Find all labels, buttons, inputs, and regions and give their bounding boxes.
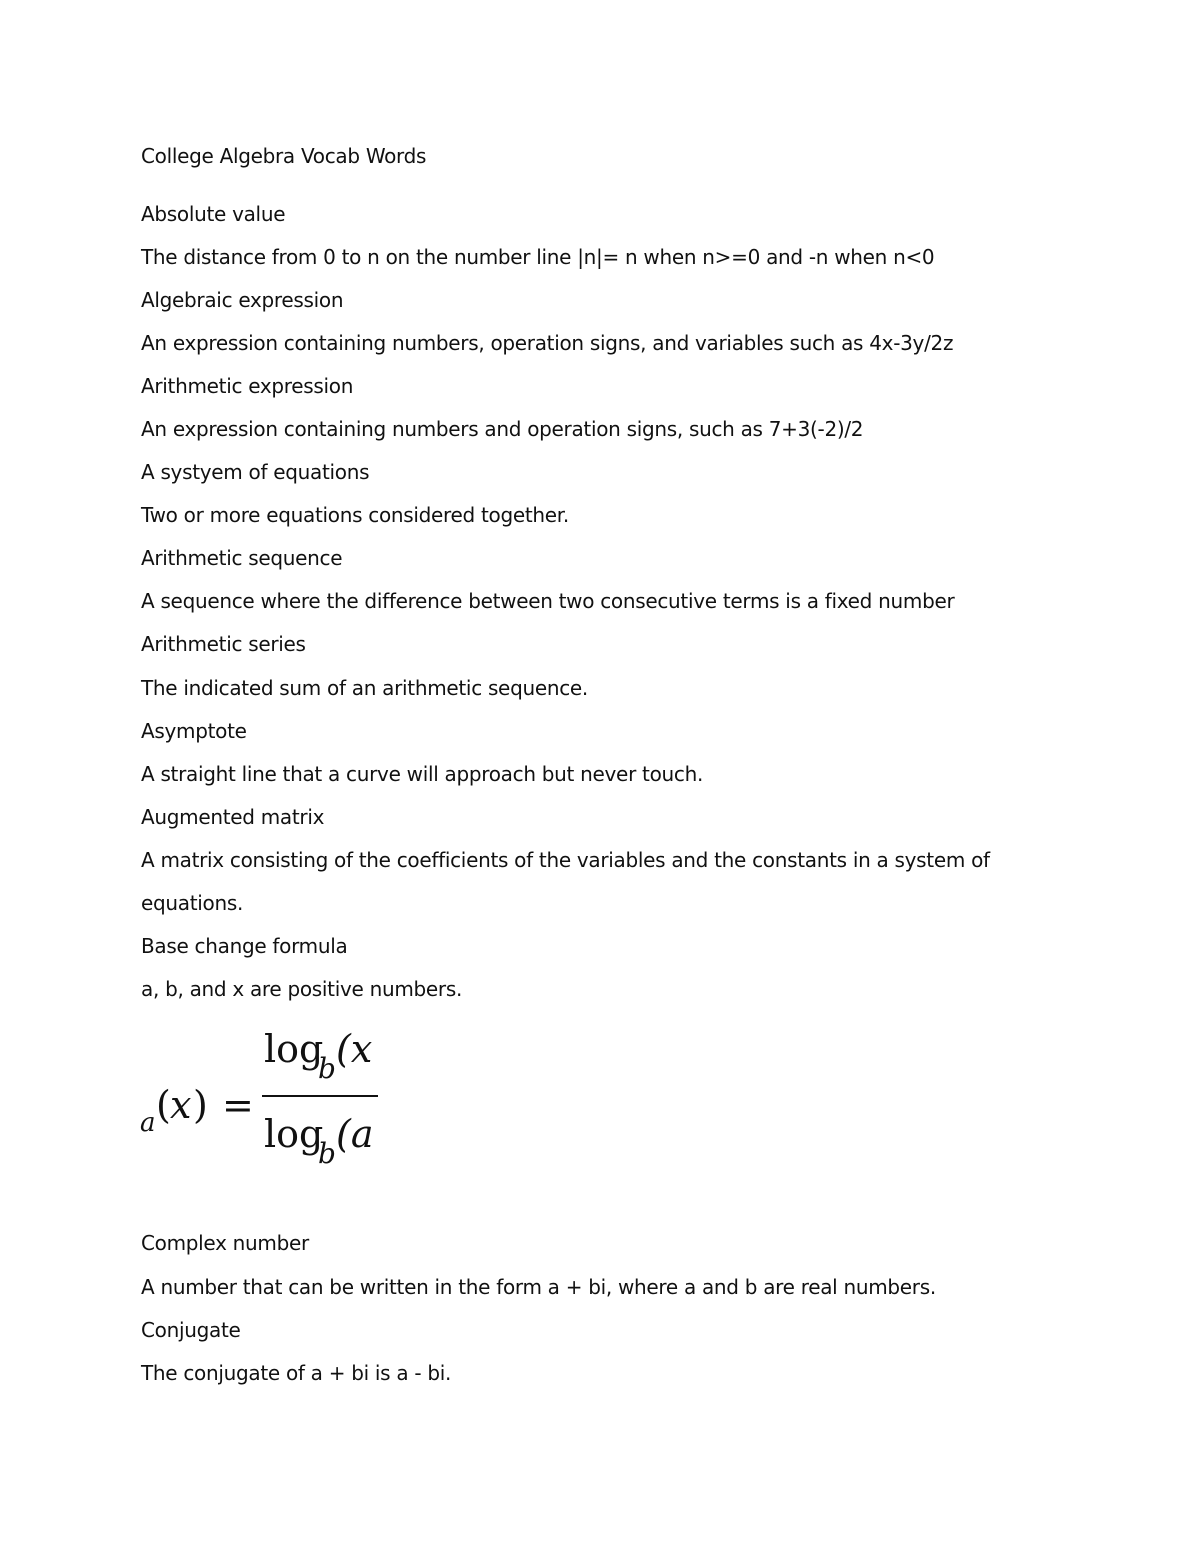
term-conjugate: Conjugate <box>141 1318 241 1342</box>
definition-arithmetic-series: The indicated sum of an arithmetic sequence. <box>141 676 588 700</box>
formula-numerator-base: b <box>318 1052 336 1085</box>
definition-augmented-matrix-line1: A matrix consisting of the coefficients of the variables and the constants in a system of <box>141 848 990 872</box>
definition-algebraic-expression: An expression containing numbers, operation signs, and variables such as 4x-3y/2z <box>141 331 954 355</box>
formula-numerator-log: log <box>264 1027 324 1071</box>
term-base-change-formula: Base change formula <box>141 934 348 958</box>
term-augmented-matrix: Augmented matrix <box>141 805 325 829</box>
document-title: College Algebra Vocab Words <box>141 144 427 168</box>
formula-denominator-base: b <box>318 1137 336 1170</box>
definition-augmented-matrix-line2: equations. <box>141 891 244 915</box>
formula-lhs-variable: x <box>170 1083 192 1127</box>
term-absolute-value: Absolute value <box>141 202 286 226</box>
term-complex-number: Complex number <box>141 1231 309 1255</box>
term-arithmetic-sequence: Arithmetic sequence <box>141 546 343 570</box>
definition-base-change-formula: a, b, and x are positive numbers. <box>141 977 462 1001</box>
formula-lhs-open-paren: ( <box>156 1083 171 1127</box>
formula-numerator-argument: (x <box>336 1027 373 1071</box>
term-algebraic-expression: Algebraic expression <box>141 288 344 312</box>
definition-complex-number: A number that can be written in the form a + bi, where a and b are real numbers. <box>141 1275 936 1299</box>
term-system-of-equations: A systyem of equations <box>141 460 370 484</box>
formula-lhs-close-paren: ) <box>193 1083 208 1127</box>
formula-denominator-log: log <box>264 1112 324 1156</box>
definition-arithmetic-sequence: A sequence where the difference between two consecutive terms is a fixed number <box>141 589 955 613</box>
definition-asymptote: A straight line that a curve will approach but never touch. <box>141 762 704 786</box>
formula-lhs-subscript: a <box>140 1108 156 1138</box>
definition-absolute-value: The distance from 0 to n on the number line |n|= n when n>=0 and -n when n<0 <box>141 245 935 269</box>
formula-denominator-argument: (a <box>336 1112 374 1156</box>
term-arithmetic-series: Arithmetic series <box>141 632 306 656</box>
definition-arithmetic-expression: An expression containing numbers and operation signs, such as 7+3(-2)/2 <box>141 417 864 441</box>
definition-conjugate: The conjugate of a + bi is a - bi. <box>141 1361 452 1385</box>
definition-system-of-equations: Two or more equations considered together. <box>141 503 569 527</box>
term-asymptote: Asymptote <box>141 719 247 743</box>
base-change-formula-image <box>140 1022 400 1182</box>
term-arithmetic-expression: Arithmetic expression <box>141 374 354 398</box>
formula-equals: = <box>222 1083 254 1127</box>
